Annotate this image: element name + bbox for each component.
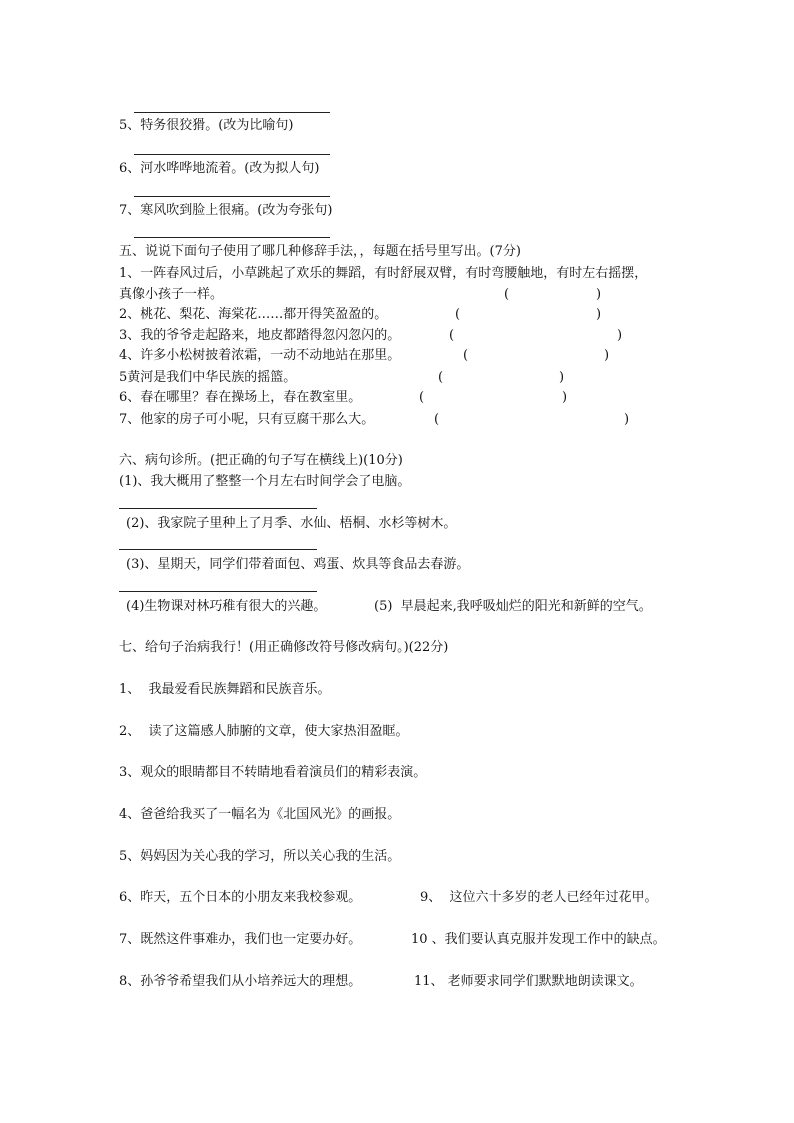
paren-close-7: ) [624,412,630,427]
paren-close-5: ) [559,370,565,385]
sec5-q3: 3、我的爷爷走起路来，地皮都踏得忽闪忽闪的。 [119,328,401,343]
answer-line-4-8[interactable] [134,237,330,238]
sec6-q2: (2)、我家院子里种上了月季、水仙、梧桐、水杉等树木。 [126,516,457,531]
sec6-q5: (5) 早晨起来,我呼吸灿烂的阳光和新鲜的空气。 [374,599,652,614]
sec7-title: 七、给句子治病我行！(用正确修改符号修改病句。)(22分) [119,640,449,655]
paren-open-1: ( [504,287,510,302]
sec7-q4: 4、爸爸给我买了一幅名为《北国风光》的画报。 [119,807,401,822]
sec5-title: 五、说说下面句子使用了哪几种修辞手法，，每题在括号里写出。(7分) [119,244,521,259]
sec6-title: 六、病句诊所。(把正确的句子写在横线上)(10分) [119,453,403,468]
paren-open-5: ( [438,370,444,385]
paren-open-6: ( [419,390,425,405]
paren-close-3: ) [617,328,623,343]
sec5-q2: 2、桃花、梨花、海棠花……都开得笑盈盈的。 [119,307,388,322]
answer-line-6-1[interactable] [119,508,317,509]
paren-open-7: ( [434,412,440,427]
paren-close-1: ) [596,287,602,302]
answer-line-6-2[interactable] [119,549,317,550]
sec7-q8: 8、孙爷爷希望我们从小培养远大的理想。 [119,974,362,989]
sec7-q5: 5、妈妈因为关心我的学习，所以关心我的生活。 [119,849,401,864]
sec5-q4: 4、许多小松树披着浓霜，一动不动地站在那里。 [119,348,401,363]
sec5-q6: 6、春在哪里？春在操场上，春在教室里。 [119,390,362,405]
paren-close-4: ) [604,348,610,363]
answer-line-4-7[interactable] [134,196,330,197]
sec7-q1: 1、 我最爱看民族舞蹈和民族音乐。 [119,682,331,697]
sec4-q5: 5、特务很狡猾。(改为比喻句) [119,118,294,133]
sec4-q6: 6、河水哗哗地流着。(改为拟人句) [119,161,320,176]
sec7-q2: 2、 读了这篇感人肺腑的文章，使大家热泪盈眶。 [119,724,409,739]
paren-close-6: ) [562,390,568,405]
answer-line-4-5[interactable] [134,112,330,113]
sec5-q1-line1: 1、一阵春风过后，小草跳起了欢乐的舞蹈，有时舒展双臂，有时弯腰触地，有时左右摇摆， [119,266,648,281]
paren-open-2: ( [455,307,461,322]
sec4-q7: 7、寒风吹到脸上很痛。(改为夸张句) [119,203,333,218]
sec7-q3: 3、观众的眼睛都目不转睛地看着演员们的精彩表演。 [119,765,427,780]
answer-line-6-3[interactable] [119,591,317,592]
sec5-q1-line2: 真像小孩子一样。 [119,287,224,302]
sec5-q7: 7、他家的房子可小呢，只有豆腐干那么大。 [119,412,375,427]
paren-close-2: ) [596,307,602,322]
sec7-q11: 11、 老师要求同学们默默地朗读课文。 [414,974,643,989]
sec6-q4: (4)生物课对林巧稚有很大的兴趣。 [126,599,327,614]
paren-open-3: ( [449,328,455,343]
sec7-q6: 6、昨天，五个日本的小朋友来我校参观。 [119,890,362,905]
sec7-q9: 9、 这位六十多岁的老人已经年过花甲。 [420,890,658,905]
sec6-q1: (1)、我大概用了整整一个月左右时间学会了电脑。 [119,474,411,489]
paren-open-4: ( [463,348,469,363]
sec7-q7: 7、既然这件事难办，我们也一定要办好。 [119,932,362,947]
sec5-q5: 5黄河是我们中华民族的摇篮。 [119,370,297,385]
sec6-q3: (3)、星期天，同学们带着面包、鸡蛋、炊具等食品去春游。 [126,557,470,572]
answer-line-4-6[interactable] [134,154,330,155]
sec7-q10: 10 、我们要认真克服并发现工作中的缺点。 [411,932,666,947]
